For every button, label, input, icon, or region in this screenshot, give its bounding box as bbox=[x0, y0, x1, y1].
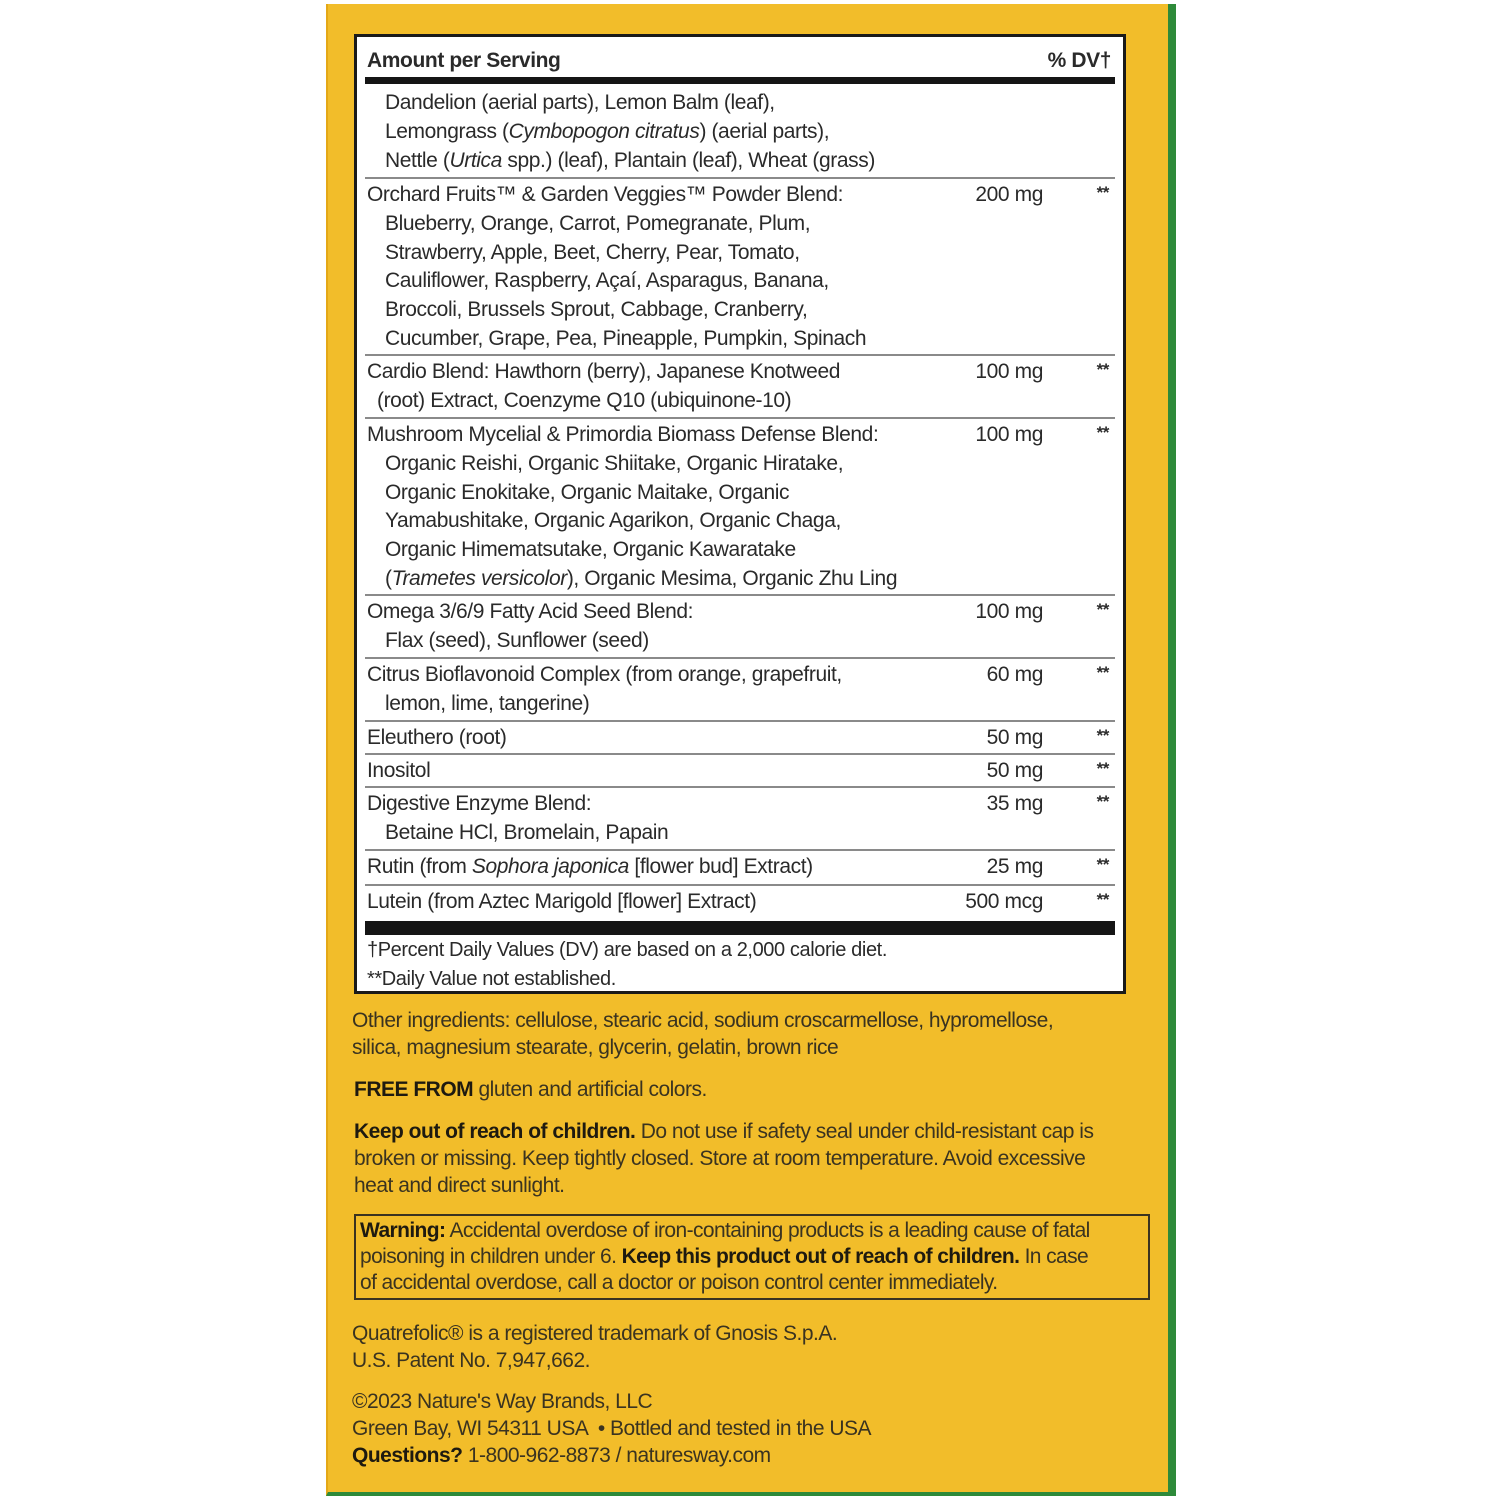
free-from-bold: FREE FROM bbox=[354, 1078, 474, 1101]
other-ingredients-line1: Other ingredients: cellulose, stearic acid, sodium croscarmellose, hypromellose, bbox=[352, 1009, 1054, 1032]
table-row bbox=[365, 849, 1115, 886]
ingredient-line: Betaine HCl, Bromelain, Papain bbox=[385, 820, 669, 844]
table-row bbox=[365, 884, 1115, 921]
amount-value: 25 mg bbox=[986, 855, 1043, 878]
ingredient-line: Inositol bbox=[367, 759, 431, 782]
table-row bbox=[365, 594, 1115, 659]
dv-heading: % DV† bbox=[1047, 49, 1111, 72]
table-row bbox=[365, 753, 1115, 788]
warning-line2-rest: In case bbox=[1019, 1245, 1089, 1268]
amount-value: 100 mg bbox=[975, 600, 1043, 623]
dv-value: ** bbox=[1096, 792, 1109, 811]
dv-value: ** bbox=[1096, 663, 1109, 682]
table-row bbox=[365, 354, 1115, 419]
ingredient-line: Lutein (from Aztec Marigold [flower] Extract) bbox=[367, 890, 757, 913]
ingredient-line: Flax (seed), Sunflower (seed) bbox=[385, 628, 649, 652]
amount-value: 50 mg bbox=[986, 759, 1043, 782]
dv-value: ** bbox=[1096, 890, 1109, 909]
warning-line2-start: poisoning in children under 6. bbox=[360, 1245, 622, 1268]
table-bottom-bar bbox=[365, 921, 1115, 935]
keep-out-line3: heat and direct sunlight. bbox=[354, 1174, 565, 1197]
amount-value: 100 mg bbox=[975, 360, 1043, 383]
ingredient-line: Omega 3/6/9 Fatty Acid Seed Blend: bbox=[367, 600, 694, 623]
ingredient-line: Dandelion (aerial parts), Lemon Balm (leaf), bbox=[385, 91, 775, 114]
trademark-line1: Quatrefolic® is a registered trademark of Gnosis S.p.A. bbox=[352, 1322, 838, 1345]
amount-value: 60 mg bbox=[986, 663, 1043, 686]
amount-value: 100 mg bbox=[975, 423, 1043, 446]
ingredient-line: Nettle (Urtica spp.) (leaf), Plantain (leaf), Wheat (grass) bbox=[385, 148, 875, 172]
address-line: Green Bay, WI 54311 USA • Bottled and tested in the USA bbox=[352, 1417, 872, 1440]
free-from-text: gluten and artificial colors. bbox=[473, 1078, 707, 1101]
ingredient-line: lemon, lime, tangerine) bbox=[385, 691, 590, 715]
ingredient-line: Strawberry, Apple, Beet, Cherry, Pear, Tomato, bbox=[385, 240, 800, 264]
supplement-label-panel bbox=[326, 4, 1176, 1496]
dv-value: ** bbox=[1096, 726, 1109, 745]
supplement-facts-table bbox=[354, 34, 1126, 994]
ingredient-line: Digestive Enzyme Blend: bbox=[367, 792, 592, 815]
warning-line1: Accidental overdose of iron-containing products is a leading cause of fatal bbox=[445, 1219, 1090, 1242]
table-row bbox=[365, 417, 1115, 596]
warning-bold: Warning: bbox=[360, 1219, 446, 1242]
dv-value: ** bbox=[1096, 183, 1109, 202]
dv-value: ** bbox=[1096, 759, 1109, 778]
contact-line: 1-800-962-8873 / naturesway.com bbox=[462, 1444, 771, 1467]
dv-value: ** bbox=[1096, 423, 1109, 442]
amount-value: 35 mg bbox=[986, 792, 1043, 815]
trademark-line2: U.S. Patent No. 7,947,662. bbox=[352, 1349, 590, 1372]
footnote-percent-dv: †Percent Daily Values (DV) are based on a 2,000 calorie diet. bbox=[367, 939, 887, 961]
company-info bbox=[352, 1388, 1152, 1469]
ingredient-line: Cucumber, Grape, Pea, Pineapple, Pumpkin, Spinach bbox=[385, 327, 867, 350]
other-ingredients-line2: silica, magnesium stearate, glycerin, gelatin, brown rice bbox=[352, 1036, 839, 1059]
ingredient-line: Cauliflower, Raspberry, Açaí, Asparagus, Banana, bbox=[385, 269, 829, 293]
questions-bold: Questions? bbox=[352, 1444, 463, 1467]
ingredient-line: Yamabushitake, Organic Agarikon, Organic Chaga, bbox=[385, 509, 841, 533]
ingredient-line: (Trametes versicolor), Organic Mesima, Organic Zhu Ling bbox=[385, 567, 898, 590]
warning-keep-out-bold: Keep this product out of reach of children. bbox=[621, 1245, 1020, 1268]
trademark-notice bbox=[352, 1320, 1152, 1374]
other-ingredients bbox=[352, 1007, 1152, 1061]
table-row bbox=[365, 177, 1115, 356]
keep-out-bold: Keep out of reach of children. bbox=[354, 1120, 636, 1143]
ingredient-line: (root) Extract, Coenzyme Q10 (ubiquinone-10) bbox=[377, 388, 792, 412]
dv-value: ** bbox=[1096, 360, 1109, 379]
table-row bbox=[365, 786, 1115, 851]
amount-per-serving-heading: Amount per Serving bbox=[367, 49, 561, 72]
footnote-not-established: **Daily Value not established. bbox=[367, 968, 616, 990]
ingredient-line: Lemongrass (Cymbopogon citratus) (aerial parts), bbox=[385, 119, 830, 143]
keep-out-line1: Do not use if safety seal under child-resistant cap is bbox=[635, 1120, 1094, 1143]
ingredient-line: Organic Himematsutake, Organic Kawaratake bbox=[385, 538, 796, 562]
table-row bbox=[365, 657, 1115, 722]
ingredient-line: Cardio Blend: Hawthorn (berry), Japanese Knotweed bbox=[367, 360, 840, 383]
free-from-statement bbox=[354, 1076, 1154, 1103]
iron-warning-box bbox=[354, 1214, 1150, 1300]
facts-header bbox=[365, 43, 1115, 84]
amount-value: 500 mcg bbox=[965, 890, 1043, 913]
dv-value: ** bbox=[1096, 855, 1109, 874]
amount-value: 200 mg bbox=[975, 183, 1043, 206]
warning-line3: of accidental overdose, call a doctor or poison control center immediately. bbox=[360, 1271, 998, 1294]
ingredient-line: Mushroom Mycelial & Primordia Biomass Defense Blend: bbox=[367, 423, 879, 446]
ingredient-line: Organic Enokitake, Organic Maitake, Organic bbox=[385, 480, 790, 504]
dv-value: ** bbox=[1096, 600, 1109, 619]
keep-out-line2: broken or missing. Keep tightly closed. Store at room temperature. Avoid excessive bbox=[354, 1147, 1086, 1170]
ingredient-line: Orchard Fruits™ & Garden Veggies™ Powder Blend: bbox=[367, 183, 844, 206]
ingredient-line: Rutin (from Sophora japonica [flower bud] Extract) bbox=[367, 855, 813, 878]
ingredient-line: Eleuthero (root) bbox=[367, 726, 507, 749]
ingredient-line: Citrus Bioflavonoid Complex (from orange, grapefruit, bbox=[367, 663, 842, 686]
ingredient-line: Blueberry, Orange, Carrot, Pomegranate, Plum, bbox=[385, 211, 811, 235]
keep-out-statement bbox=[354, 1118, 1154, 1199]
copyright-line: ©2023 Nature's Way Brands, LLC bbox=[352, 1390, 653, 1413]
ingredient-line: Broccoli, Brussels Sprout, Cabbage, Cranberry, bbox=[385, 298, 808, 322]
table-row bbox=[365, 85, 1115, 179]
amount-value: 50 mg bbox=[986, 726, 1043, 749]
ingredient-line: Organic Reishi, Organic Shiitake, Organic Hiratake, bbox=[385, 451, 844, 475]
table-row bbox=[365, 720, 1115, 755]
